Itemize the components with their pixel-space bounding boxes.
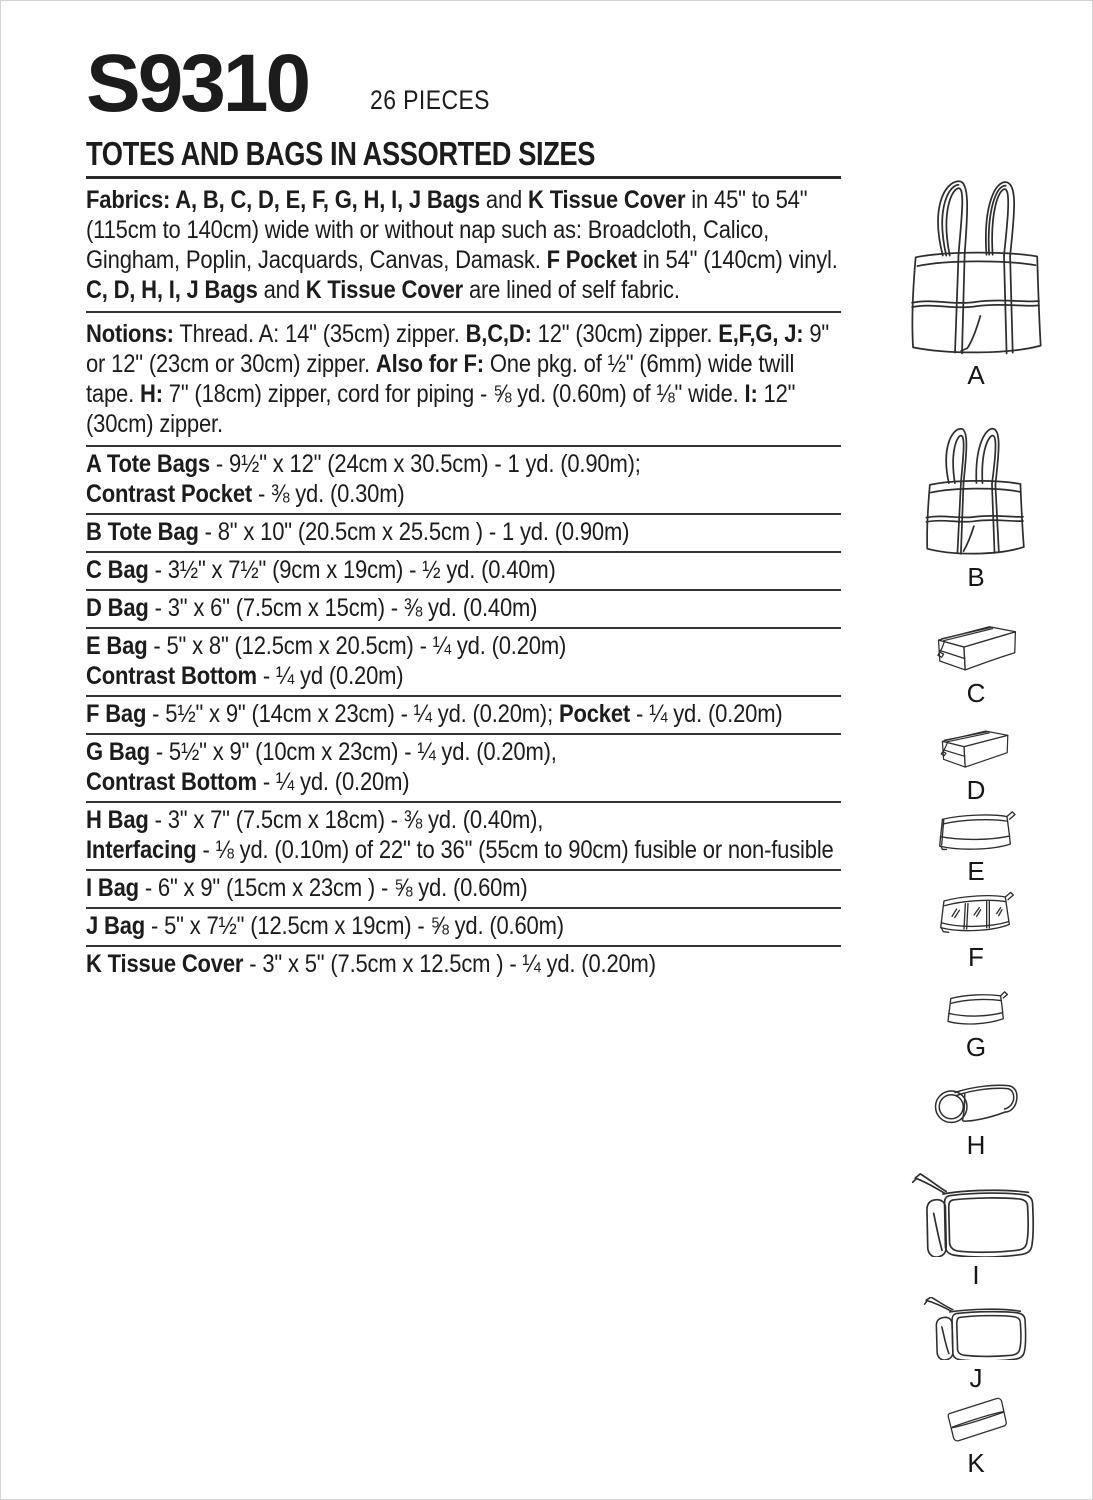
yardage-entry-I bbox=[86, 871, 841, 909]
text-segment: G Bag bbox=[86, 738, 150, 766]
bag-i-zip-case-illustration bbox=[911, 1173, 1041, 1257]
text-segment: - ⅜ yd. (0.30m) bbox=[252, 480, 405, 508]
yardage-list bbox=[86, 447, 841, 983]
yardage-entry-A bbox=[86, 447, 841, 515]
text-segment: - 3" x 7" (7.5cm x 18cm) - ⅜ yd. (0.40m), bbox=[148, 806, 544, 834]
bag-a-figure bbox=[891, 169, 1061, 388]
divider bbox=[86, 311, 841, 313]
text-segment: 7" (18cm) zipper, cord for piping - ⅝ yd. (0.60m) of ⅛" wide. bbox=[162, 380, 745, 408]
text-segment: K Tissue Cover bbox=[305, 276, 464, 304]
yardage-entry-C bbox=[86, 553, 841, 591]
text-segment: C Bag bbox=[86, 556, 149, 584]
text-segment: - 5½" x 9" (14cm x 23cm) - ¼ yd. (0.20m); bbox=[146, 700, 559, 728]
tissue-cover-k-illustration bbox=[942, 1391, 1010, 1445]
text-segment: Contrast Bottom bbox=[86, 662, 257, 690]
bag-b-figure bbox=[891, 421, 1061, 590]
entry-line bbox=[86, 737, 841, 767]
bag-label: B bbox=[967, 562, 985, 592]
piece-count: 26 PIECES bbox=[370, 84, 491, 115]
entry-line bbox=[86, 911, 841, 941]
entry-line bbox=[86, 517, 841, 547]
bag-h-cylinder-pouch-illustration bbox=[931, 1079, 1021, 1127]
text-segment: D Bag bbox=[86, 594, 149, 622]
bag-label: E bbox=[967, 856, 985, 886]
text-segment: H: bbox=[139, 380, 163, 408]
text-segment: - 3" x 5" (7.5cm x 12.5cm ) - ¼ yd. (0.20m) bbox=[243, 950, 656, 978]
bag-e-figure bbox=[891, 811, 1061, 884]
text-segment: 12" (30cm) zipper. bbox=[86, 380, 796, 438]
text-segment: I: bbox=[744, 380, 758, 408]
text-segment: - 3½" x 7½" (9cm x 19cm) - ½ yd. (0.40m) bbox=[148, 556, 556, 584]
text-segment: Pocket bbox=[558, 700, 631, 728]
header bbox=[86, 38, 511, 129]
bag-j-zip-case-illustration bbox=[923, 1297, 1029, 1360]
text-segment: and bbox=[479, 186, 529, 214]
entry-line bbox=[86, 949, 841, 979]
text-segment: K Tissue Cover bbox=[86, 950, 244, 978]
pattern-number: S9310 bbox=[86, 38, 309, 129]
bag-b-tote-illustration bbox=[922, 421, 1030, 559]
yardage-entry-H bbox=[86, 803, 841, 871]
bag-a-tote-illustration bbox=[906, 169, 1046, 357]
bag-label: D bbox=[966, 775, 986, 805]
text-segment: Thread. A: 14" (35cm) zipper. bbox=[173, 320, 466, 348]
notions-paragraph bbox=[86, 319, 841, 439]
yardage-entry-D bbox=[86, 591, 841, 629]
bag-j-figure bbox=[891, 1297, 1061, 1391]
text-segment: B,C,D: bbox=[465, 320, 532, 348]
text-segment: - ⅛ yd. (0.10m) of 22" to 36" (55cm to 90cm) fusible or non-fusible bbox=[196, 836, 834, 864]
bag-g-pouch-illustration bbox=[944, 991, 1008, 1029]
text-segment: H Bag bbox=[86, 806, 149, 834]
text-segment: C, D, H, I, J Bags bbox=[86, 276, 258, 304]
text-segment: - 5½" x 9" (10cm x 23cm) - ¼ yd. (0.20m), bbox=[149, 738, 557, 766]
entry-line bbox=[86, 555, 841, 585]
text-segment: - 9½" x 12" (24cm x 30.5cm) - 1 yd. (0.90m); bbox=[209, 450, 641, 478]
bag-e-pouch-illustration bbox=[935, 811, 1017, 853]
text-segment: Fabrics: A, B, C, D, E, F, G, H, I, J Bags bbox=[86, 186, 480, 214]
bag-d-figure bbox=[891, 725, 1061, 803]
text-segment: B Tote Bag bbox=[86, 518, 199, 546]
text-segment: F Bag bbox=[86, 700, 147, 728]
text-segment: - ¼ yd. (0.20m) bbox=[630, 700, 783, 728]
yardage-entry-B bbox=[86, 515, 841, 553]
bag-h-figure bbox=[891, 1079, 1061, 1158]
bag-label: I bbox=[972, 1260, 980, 1290]
section-title: TOTES AND BAGS IN ASSORTED SIZES bbox=[86, 135, 596, 172]
text-segment: F Pocket bbox=[546, 246, 637, 274]
text-segment: - 3" x 6" (7.5cm x 15cm) - ⅜ yd. (0.40m) bbox=[148, 594, 538, 622]
info-column bbox=[86, 137, 841, 983]
yardage-entry-E bbox=[86, 629, 841, 697]
text-segment: J Bag bbox=[86, 912, 146, 940]
bag-illustrations-column bbox=[851, 1, 1021, 1500]
entry-line bbox=[86, 631, 841, 661]
bag-label: C bbox=[966, 678, 986, 708]
text-segment: Also for F: bbox=[375, 350, 484, 378]
text-segment: Notions: bbox=[86, 320, 174, 348]
yardage-entry-F bbox=[86, 697, 841, 735]
bag-c-box-pouch-illustration bbox=[928, 621, 1024, 675]
bag-g-figure bbox=[891, 991, 1061, 1060]
text-segment: 9" or 12" (23cm or 30cm) zipper. bbox=[86, 320, 830, 378]
text-segment: E Bag bbox=[86, 632, 148, 660]
bag-label: K bbox=[967, 1448, 985, 1478]
text-segment: - 6" x 9" (15cm x 23cm ) - ⅝ yd. (0.60m) bbox=[138, 874, 528, 902]
text-segment: in 45" to 54" (115cm to 140cm) wide with or without nap such as: Broadcloth, Calico, Gingham, Poplin, Jacquards, Canvas, Damask. bbox=[86, 186, 808, 274]
text-segment: 12" (30cm) zipper. bbox=[531, 320, 719, 348]
text-segment: - ¼ yd (0.20m) bbox=[256, 662, 404, 690]
fabrics-paragraph bbox=[86, 185, 841, 305]
bag-label: G bbox=[965, 1032, 987, 1062]
text-segment: - 8" x 10" (20.5cm x 25.5cm ) - 1 yd. (0.90m) bbox=[198, 518, 630, 546]
text-segment: Contrast Pocket bbox=[86, 480, 253, 508]
text-segment: Interfacing bbox=[86, 836, 197, 864]
bag-label: F bbox=[968, 942, 984, 972]
yardage-entry-K bbox=[86, 947, 841, 983]
text-segment: A Tote Bags bbox=[86, 450, 210, 478]
entry-line bbox=[86, 661, 841, 691]
bag-label: A bbox=[967, 360, 985, 390]
entry-line bbox=[86, 699, 841, 729]
bag-f-figure bbox=[891, 891, 1061, 970]
text-segment: One pkg. of ½" (6mm) wide twill tape. bbox=[86, 350, 795, 408]
text-segment: I Bag bbox=[86, 874, 139, 902]
bag-f-vinyl-pocket-pouch-illustration bbox=[935, 891, 1017, 939]
bag-k-figure bbox=[891, 1391, 1061, 1476]
bag-label: H bbox=[966, 1130, 986, 1160]
entry-line bbox=[86, 449, 841, 479]
entry-line bbox=[86, 873, 841, 903]
bag-label: J bbox=[969, 1363, 983, 1393]
text-segment: E,F,G, J: bbox=[718, 320, 804, 348]
bag-d-box-pouch-illustration bbox=[934, 725, 1018, 772]
entry-line bbox=[86, 835, 841, 865]
entry-line bbox=[86, 593, 841, 623]
divider bbox=[86, 176, 841, 179]
text-segment: K Tissue Cover bbox=[528, 186, 686, 214]
text-segment: - ¼ yd. (0.20m) bbox=[256, 768, 410, 796]
yardage-entry-G bbox=[86, 735, 841, 803]
text-segment: Contrast Bottom bbox=[86, 768, 257, 796]
text-segment: are lined of self fabric. bbox=[463, 276, 680, 304]
text-segment: and bbox=[257, 276, 306, 304]
text-segment: - 5" x 7½" (12.5cm x 19cm) - ⅝ yd. (0.60m) bbox=[145, 912, 564, 940]
entry-line bbox=[86, 479, 841, 509]
yardage-entry-J bbox=[86, 909, 841, 947]
text-segment: - 5" x 8" (12.5cm x 20.5cm) - ¼ yd. (0.20m) bbox=[147, 632, 567, 660]
bag-c-figure bbox=[891, 621, 1061, 706]
text-segment: in 54" (140cm) vinyl. bbox=[636, 246, 838, 274]
bag-i-figure bbox=[891, 1173, 1061, 1288]
entry-line bbox=[86, 767, 841, 797]
entry-line bbox=[86, 805, 841, 835]
